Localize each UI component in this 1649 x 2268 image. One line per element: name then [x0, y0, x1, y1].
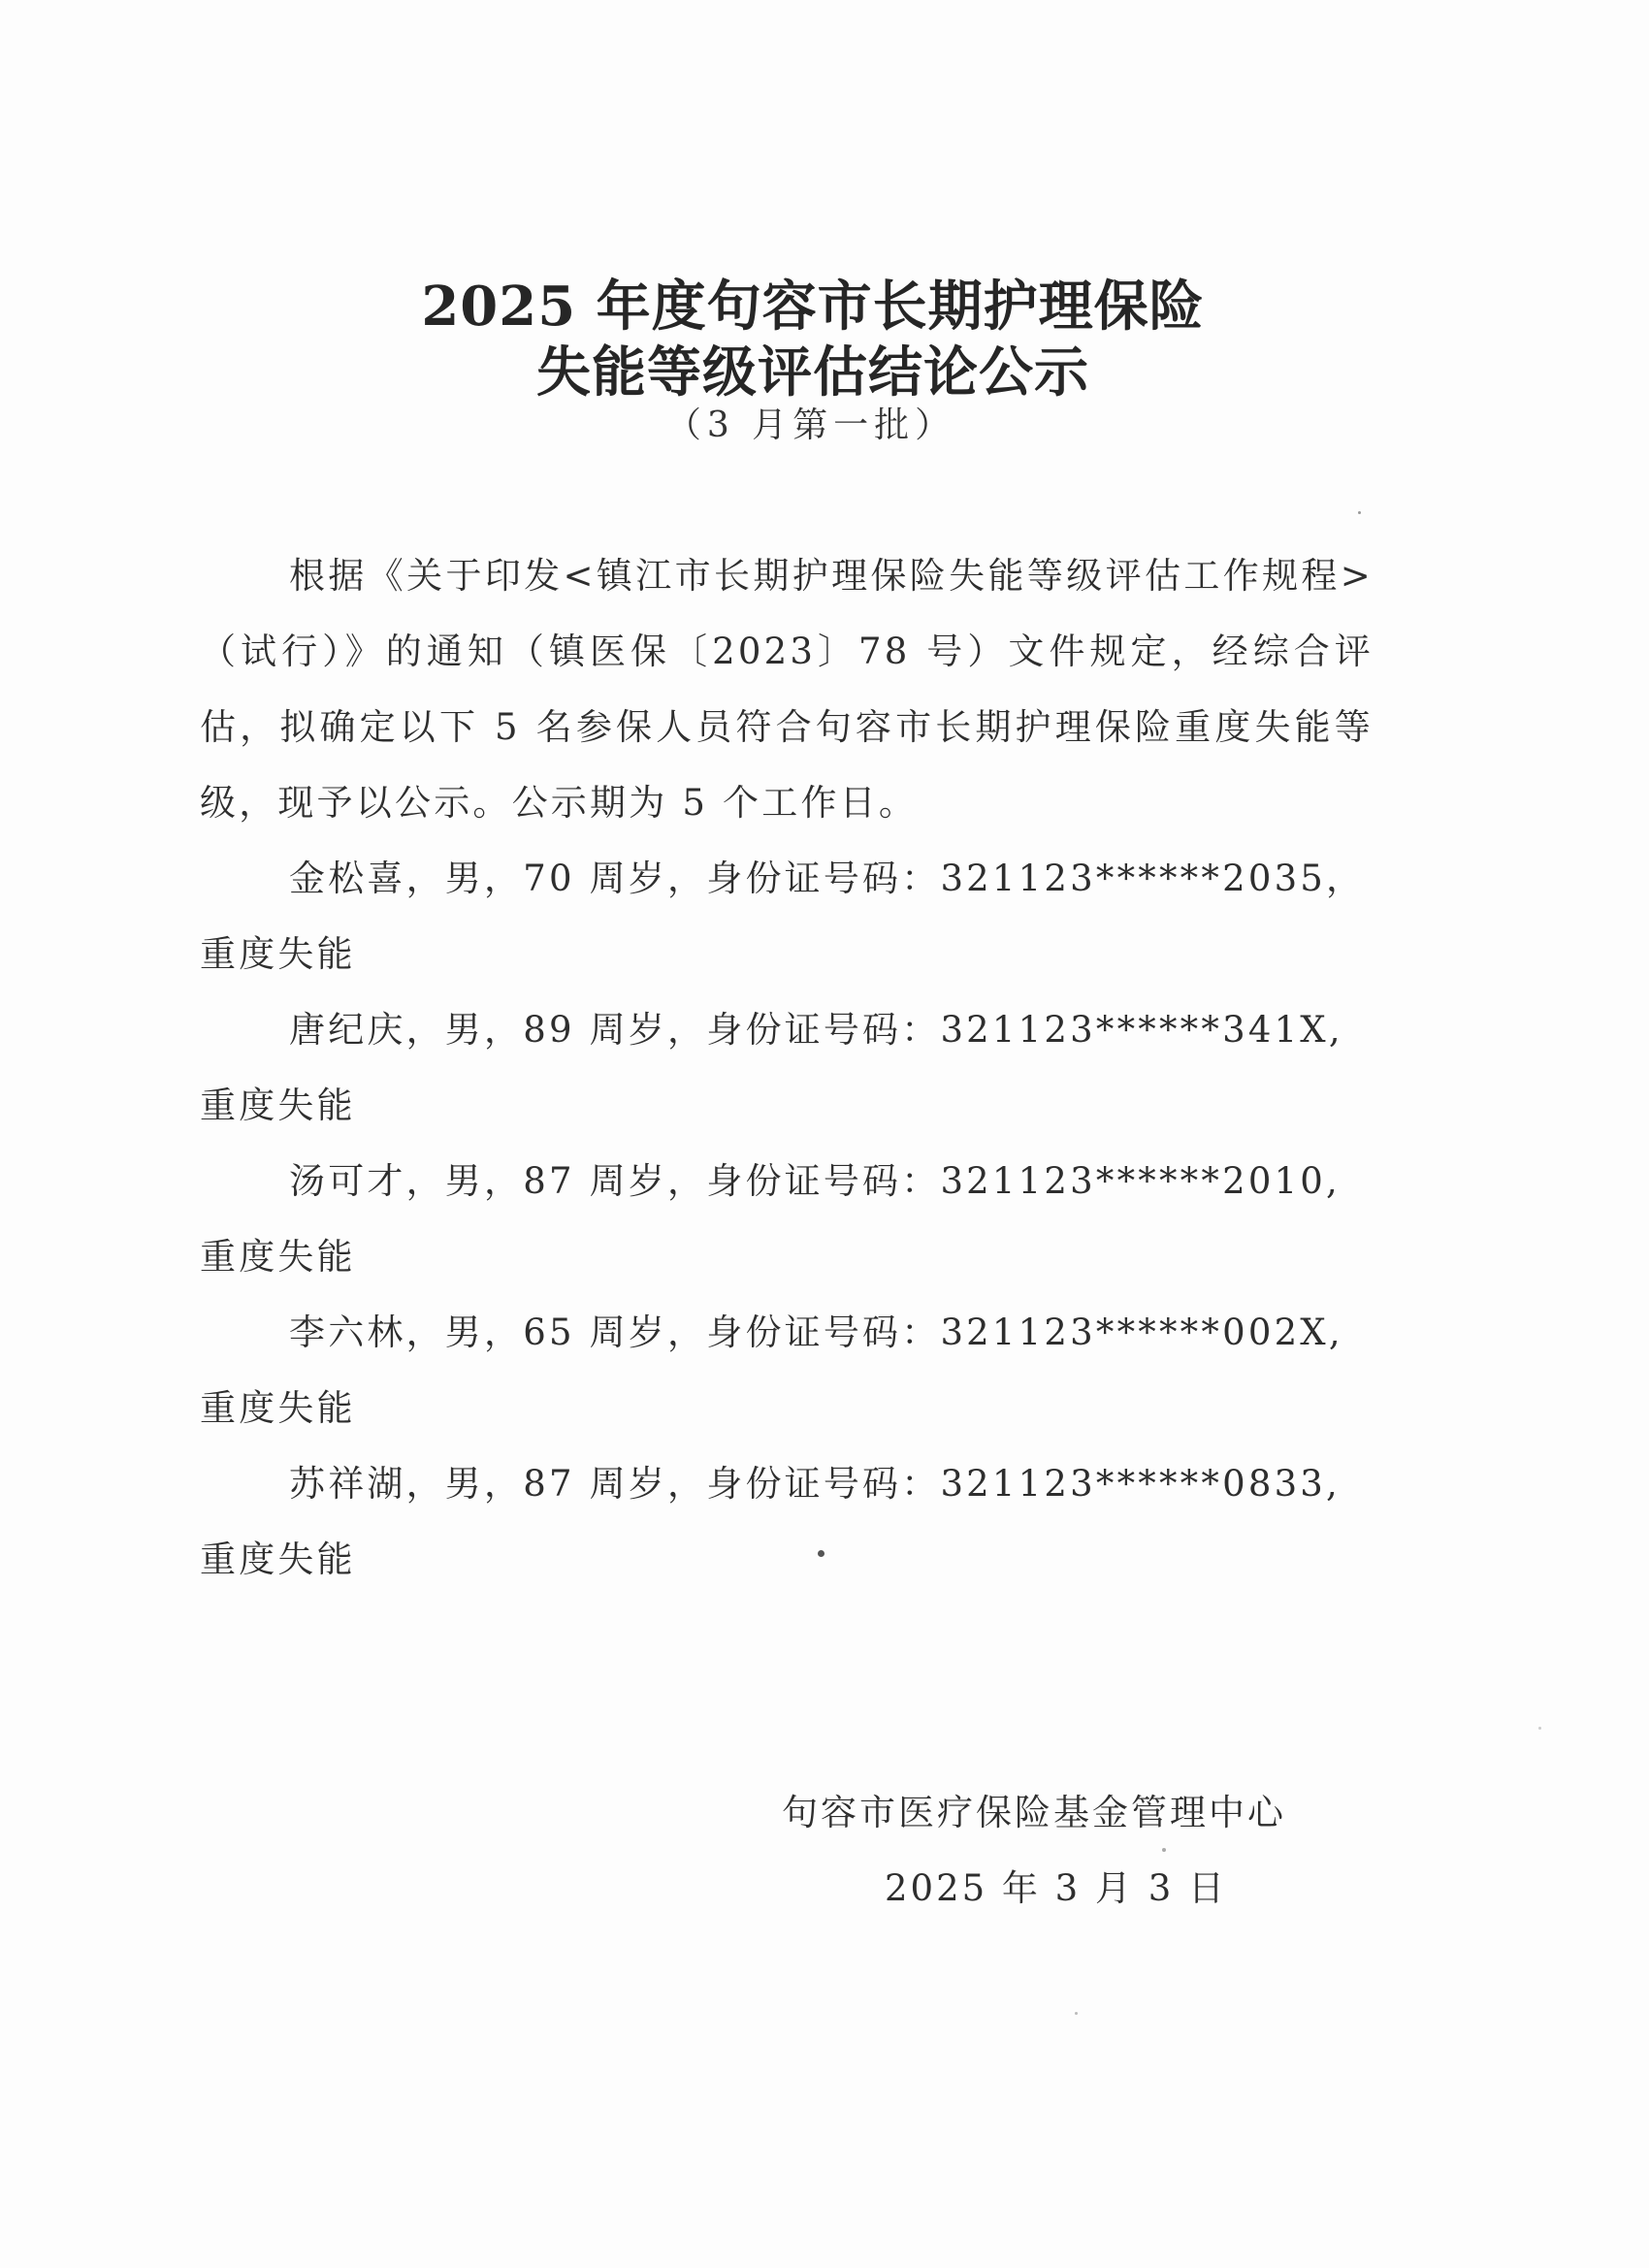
scan-speck — [1538, 1727, 1541, 1730]
list-item — [200, 1446, 1374, 1598]
entry-detail: 唐纪庆，男，89 周岁，身份证号码：321123******341X, — [289, 1009, 1343, 1051]
entry-level: 重度失能 — [200, 1085, 356, 1126]
list-item — [200, 1144, 1374, 1295]
list-item — [200, 841, 1374, 992]
document-title-line1: 2025 年度句容市长期护理保险 — [421, 275, 1205, 339]
signature-date: 2025 年 3 月 3 日 — [885, 1867, 1228, 1909]
entry-detail: 苏祥湖，男，87 周岁，身份证号码：321123******0833, — [289, 1463, 1342, 1505]
list-item — [200, 992, 1374, 1144]
list-item — [200, 1295, 1374, 1446]
entry-level: 重度失能 — [200, 1539, 356, 1580]
intro-paragraph: 根据《关于印发<镇江市长期护理保险失能等级评估工作规程>（试行）》的通知（镇医保〔2023〕78 号）文件规定，经综合评估，拟确定以下 5 名参保人员符合句容市长期护理保险重度失能等级，现予以公示。公示期为 5 个工作日。 — [200, 555, 1374, 824]
entry-detail: 金松喜，男，70 周岁，身份证号码：321123******2035， — [289, 858, 1366, 899]
entry-detail: 汤可才，男，87 周岁，身份证号码：321123******2010, — [289, 1160, 1342, 1202]
signature-organization: 句容市医疗保险基金管理中心 — [782, 1792, 1286, 1833]
document-subtitle: （3 月第一批） — [665, 405, 956, 445]
document-title-line2: 失能等级评估结论公示 — [536, 340, 1089, 405]
document-body — [200, 538, 1374, 1598]
scan-speck — [818, 1550, 824, 1557]
entry-level: 重度失能 — [200, 1236, 356, 1278]
scan-speck — [1358, 511, 1361, 514]
scan-speck — [1162, 1848, 1166, 1852]
entry-detail: 李六林，男，65 周岁，身份证号码：321123******002X, — [289, 1312, 1343, 1353]
entry-level: 重度失能 — [200, 1387, 356, 1429]
scan-speck — [1075, 2012, 1078, 2015]
entry-level: 重度失能 — [200, 933, 356, 975]
